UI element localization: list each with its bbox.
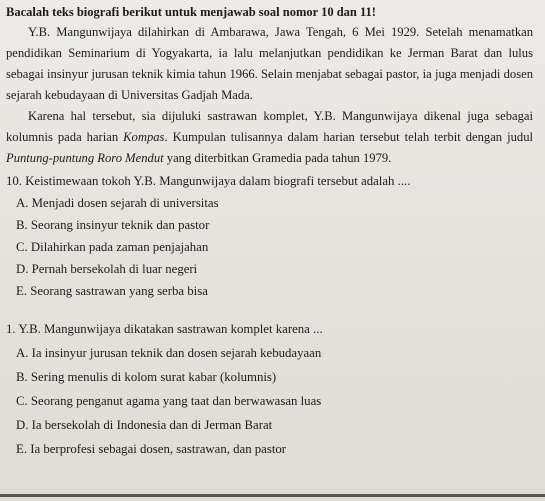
spacer	[6, 299, 533, 317]
newspaper-title: Kompas	[123, 130, 165, 144]
question-11-text: 1. Y.B. Mangunwijaya dikatakan sastrawan komplet karena ...	[6, 322, 323, 336]
question-10-text: 10. Keistimewaan tokoh Y.B. Mangunwijaya dalam biografi tersebut adalah ....	[6, 174, 411, 188]
passage-paragraph-2	[6, 106, 533, 169]
option-10-b: B. Seorang insinyur teknik dan pastor	[16, 218, 210, 232]
option-10-a: A. Menjadi dosen sejarah di universitas	[16, 196, 219, 210]
option-11-d: D. Ia bersekolah di Indonesia dan di Jerman Barat	[16, 418, 273, 432]
passage-p2-text-3: yang diterbitkan Gramedia pada tahun 1979.	[163, 151, 392, 165]
passage-p1-text: Y.B. Mangunwijaya dilahirkan di Ambarawa, Jawa Tengah, 6 Mei 1929. Setelah menamatkan pendidikan Seminarium di Yogyakarta, ia lalu melanjutkan pendidikan ke Jerman Barat dan lulus sebagai insinyur jurusan teknik kimia tahun 1966. Selain menjabat sebagai pastor, ia juga menjadi dosen sejarah kebudayaan di Universitas Gadjah Mada.	[6, 25, 533, 102]
question-11-block	[6, 321, 533, 457]
option-11-b: B. Sering menulis di kolom surat kabar (kolumnis)	[16, 370, 277, 384]
book-title: Puntung-puntung Roro Mendut	[6, 151, 164, 165]
option-11-e: E. Ia berprofesi sebagai dosen, sastrawan, dan pastor	[16, 442, 287, 456]
option-11-a: A. Ia insinyur jurusan teknik dan dosen sejarah kebudayaan	[16, 346, 322, 360]
option-11-c: C. Seorang penganut agama yang taat dan berwawasan luas	[16, 394, 322, 408]
instruction-text: Bacalah teks biografi berikut untuk menjawab soal nomor 10 dan 11!	[6, 5, 376, 19]
option-10-e: E. Seorang sastrawan yang serba bisa	[16, 284, 208, 298]
passage-paragraph-1	[6, 22, 533, 106]
passage-p2-text-2: . Kumpulan tulisannya dalam harian tersebut telah terbit dengan judul	[164, 130, 534, 144]
passage-p2-text-1: Karena hal tersebut, sia dijuluki sastrawan komplet, Y.B. Mangunwijaya dikenal juga sebagai kolumnis pada harian	[6, 109, 533, 144]
page-footer-rule	[0, 494, 545, 497]
option-10-d: D. Pernah bersekolah di luar negeri	[16, 262, 198, 276]
option-10-c: C. Dilahirkan pada zaman penjajahan	[16, 240, 209, 254]
question-10-block	[6, 173, 533, 299]
